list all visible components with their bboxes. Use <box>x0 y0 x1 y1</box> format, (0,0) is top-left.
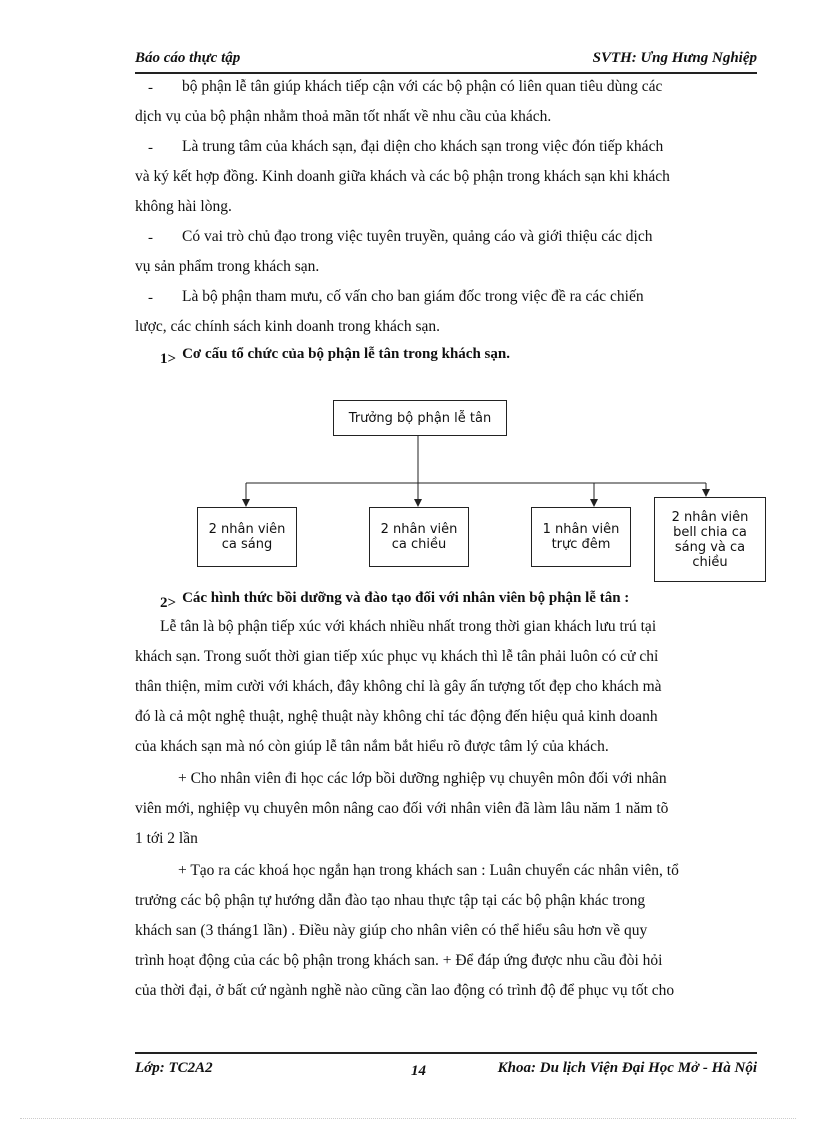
para5-line4: đó là cả một nghệ thuật, nghệ thuật này không chỉ tác động đến hiệu quả kinh doanh <box>135 708 658 725</box>
para2-line1: Là trung tâm của khách sạn, đại diện cho khách sạn trong việc đón tiếp khách <box>182 138 664 155</box>
org-child-4-line4: chiều <box>692 554 728 570</box>
para5-line2: khách sạn. Trong suốt thời gian tiếp xúc phục vụ khách thì lễ tân phải luôn có cử chỉ <box>135 648 659 665</box>
footer-right: Khoa: Du lịch Viện Đại Học Mở - Hà Nội <box>497 1060 757 1076</box>
page-number: 14 <box>411 1063 426 1079</box>
para5-line3: thân thiện, mỉm cười với khách, đây không chỉ là gây ấn tượng tốt đẹp cho khách mà <box>135 678 662 695</box>
org-child-box-3 <box>531 507 631 567</box>
para7-line2: trưởng các bộ phận tự hướng dẫn đào tạo nhau thực tập tại các bộ phận khác trong <box>135 892 646 909</box>
org-root-label: Trưởng bộ phận lễ tân <box>348 410 492 426</box>
para4-line2: lược, các chính sách kinh doanh trong khách sạn. <box>135 318 440 335</box>
bullet-1: - <box>148 80 153 96</box>
footer-left: Lớp: TC2A2 <box>135 1060 213 1076</box>
org-child-1-line1: 2 nhân viên <box>208 522 286 537</box>
para7-line5: của thời đại, ở bất cứ ngành nghề nào cũng cần lao động có trình độ để phục vụ tốt cho <box>135 982 675 999</box>
para6-line2: viên mới, nghiệp vụ chuyên môn nâng cao đối với nhân viên đã làm lâu năm 1 năm tõ <box>135 800 669 817</box>
para2-line3: không hài lòng. <box>135 198 232 215</box>
page-footer <box>135 1052 757 1078</box>
bullet-2: - <box>148 140 153 156</box>
org-child-box-2 <box>369 507 469 567</box>
org-child-4-line2: bell chia ca <box>673 524 747 540</box>
para5-line1: Lễ tân là bộ phận tiếp xúc với khách nhiều nhất trong thời gian khách lưu trú tại <box>160 618 657 635</box>
para3-line2: vụ sản phẩm trong khách sạn. <box>135 258 320 275</box>
heading-1-number: 1> <box>160 351 177 367</box>
org-root-box <box>333 400 507 436</box>
org-child-2-line2: ca chiều <box>391 537 447 552</box>
para1-line1: bộ phận lễ tân giúp khách tiếp cận với các bộ phận có liên quan tiêu dùng các <box>182 78 663 95</box>
org-child-box-1 <box>197 507 297 567</box>
para4-line1: Là bộ phận tham mưu, cố vấn cho ban giám đốc trong việc đề ra các chiến <box>182 288 644 305</box>
bullet-3: - <box>148 230 153 246</box>
org-child-3-line1: 1 nhân viên <box>542 522 620 537</box>
para6-line1: + Cho nhân viên đi học các lớp bồi dưỡng nghiệp vụ chuyên môn đối với nhân <box>178 770 667 787</box>
heading-2 <box>160 590 630 611</box>
heading-1-text: Cơ cấu tổ chức của bộ phận lễ tân trong khách sạn. <box>182 346 510 362</box>
para7-line1: + Tạo ra các khoá học ngắn hạn trong khách san : Luân chuyển các nhân viên, tổ <box>178 862 679 879</box>
header-left: Báo cáo thực tập <box>135 50 241 66</box>
para2-line2: và ký kết hợp đồng. Kinh doanh giữa khách và các bộ phận trong khách sạn khi khách <box>135 168 670 185</box>
para1-line2: dịch vụ của bộ phận nhằm thoả mãn tốt nhất về nhu cầu của khách. <box>135 108 552 125</box>
org-child-1-line2: ca sáng <box>221 537 273 552</box>
org-child-3-line2: trực đêm <box>551 537 611 552</box>
para7-line4: trình hoạt động của các bộ phận trong khách san. + Để đáp ứng được nhu cầu đòi hỏi <box>135 952 663 969</box>
heading-2-text: Các hình thức bồi dưỡng và đào tạo đối với nhân viên bộ phận lễ tân : <box>182 590 630 606</box>
header-right: SVTH: Ưng Hưng Nghiệp <box>592 50 757 66</box>
para5-line5: của khách sạn mà nó còn giúp lễ tân nắm bắt hiểu rõ được tâm lý của khách. <box>135 738 609 755</box>
org-child-4-line1: 2 nhân viên <box>671 509 749 525</box>
page-bottom-divider <box>20 1118 796 1119</box>
para7-line3: khách san (3 tháng1 lần) . Điều này giúp cho nhân viên có thể hiểu sâu hơn về quy <box>135 922 648 939</box>
org-child-2-line1: 2 nhân viên <box>380 522 458 537</box>
heading-2-number: 2> <box>160 595 177 611</box>
para3-line1: Có vai trò chủ đạo trong việc tuyên truyền, quảng cáo và giới thiệu các dịch <box>182 228 653 245</box>
org-child-box-4 <box>654 497 766 582</box>
para6-line3: 1 tới 2 lần <box>135 830 198 847</box>
org-child-4-line3: sáng và ca <box>674 539 746 555</box>
bullet-4: - <box>148 290 153 306</box>
